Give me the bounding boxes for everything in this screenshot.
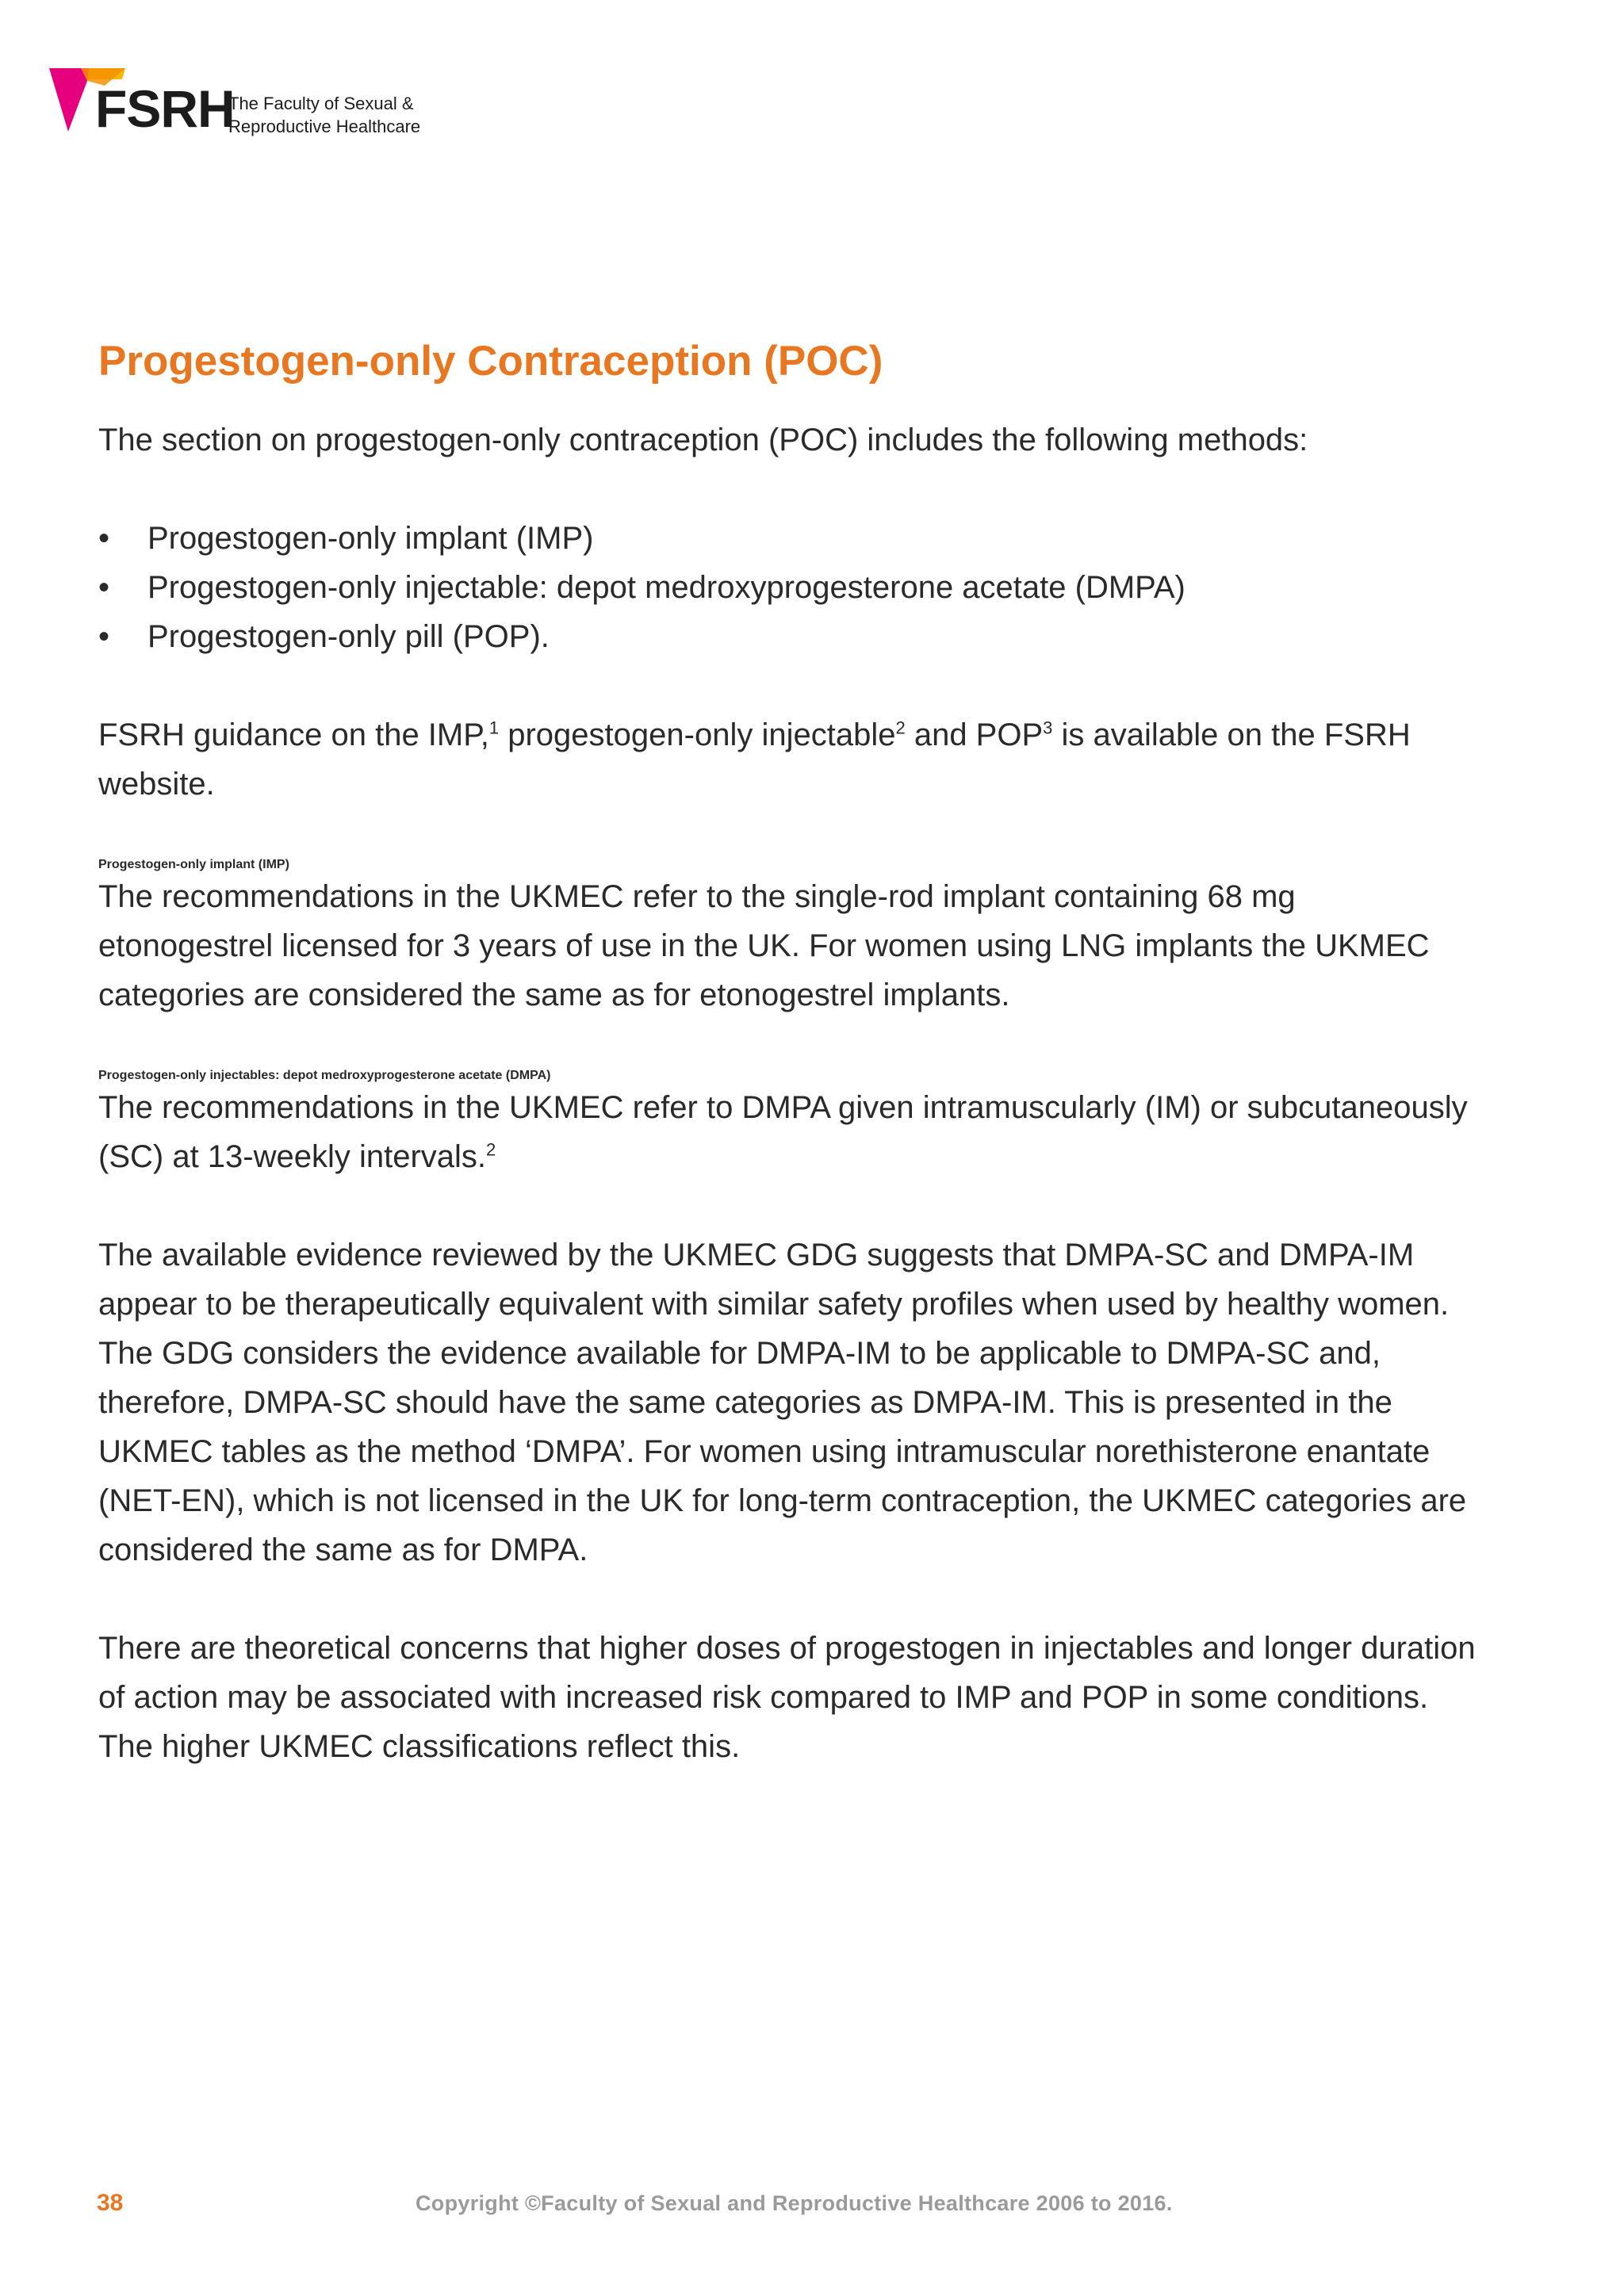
- imp-section: [98, 858, 1478, 1020]
- copyright-notice: Copyright ©Faculty of Sexual and Reproductive Healthcare 2006 to 2016.: [416, 2191, 1173, 2215]
- list-item-text: Progestogen-only injectable: depot medroxyprogesterone acetate (DMPA): [147, 570, 1185, 605]
- logo-tagline: [228, 92, 466, 138]
- concerns-paragraph: There are theoretical concerns that higher doses of progestogen in injectables and longer duration of action may be associated with increased risk compared to IMP and POP in some conditions. The higher UKMEC classifications reflect this.: [98, 1631, 1476, 1764]
- guidance-text: FSRH guidance on the IMP,: [98, 718, 489, 752]
- list-item-text: Progestogen-only pill (POP).: [147, 619, 550, 654]
- dmpa-section: [98, 1069, 1478, 1181]
- guidance-text: is available on the FSRH website.: [98, 718, 1411, 802]
- guidance-paragraph: [98, 710, 1478, 809]
- bullet: •: [98, 521, 110, 556]
- imp-paragraph: The recommendations in the UKMEC refer to the single-rod implant containing 68 mg etonogestrel licensed for 3 years of use in the UK. For women using LNG implants the UKMEC categories are considered the same as for etonogestrel implants.: [98, 879, 1430, 1012]
- evidence-paragraph: The available evidence reviewed by the UKMEC GDG suggests that DMPA-SC and DMPA-IM appear to be therapeutically equivalent with similar safety profiles when used by healthy women. The GDG considers the evidence available for DMPA-IM to be applicable to DMPA-SC and, therefore, DMPA-SC should have the same categories as DMPA-IM. This is presented in the UKMEC tables as the method ‘DMPA’. For women using intramuscular norethisterone enantate (NET-EN), which is not licensed in the UK for long-term contraception, the UKMEC categories are considered the same as for DMPA.: [98, 1238, 1467, 1567]
- footnote-ref: 1: [488, 718, 500, 738]
- logo-tagline-line1: The Faculty of Sexual &: [228, 94, 414, 113]
- dmpa-paragraph: [98, 1083, 1478, 1181]
- fsrh-logo: [49, 68, 462, 140]
- logo-tagline-line2: Reproductive Healthcare: [228, 117, 421, 136]
- list-item-text: Progestogen-only implant (IMP): [147, 521, 594, 556]
- page-number: 38: [97, 2190, 124, 2216]
- footnote-ref: 2: [895, 718, 906, 738]
- page-title: Progestogen-only Contraception (POC): [98, 338, 883, 385]
- bullet: •: [98, 619, 110, 654]
- guidance-text: and POP: [905, 718, 1044, 752]
- list-item: [98, 563, 1478, 612]
- guidance-text: progestogen-only injectable: [499, 718, 896, 752]
- logo-wordmark: FSRH: [95, 79, 235, 138]
- dmpa-heading: Progestogen-only injectables: depot medroxyprogesterone acetate (DMPA): [98, 1069, 551, 1082]
- list-item: [98, 514, 1478, 563]
- footnote-ref: 3: [1043, 718, 1053, 738]
- list-item: [98, 612, 1478, 661]
- dmpa-text: The recommendations in the UKMEC refer to DMPA given intramuscularly (IM) or subcutaneously (SC) at 13-weekly intervals.: [98, 1090, 1468, 1174]
- methods-list: [98, 514, 1478, 661]
- footnote-ref: 2: [486, 1139, 496, 1160]
- intro-paragraph: The section on progestogen-only contraception (POC) includes the following methods:: [98, 423, 1308, 457]
- imp-heading: Progestogen-only implant (IMP): [98, 858, 289, 871]
- bullet: •: [98, 570, 110, 605]
- page-content: [98, 331, 1478, 1771]
